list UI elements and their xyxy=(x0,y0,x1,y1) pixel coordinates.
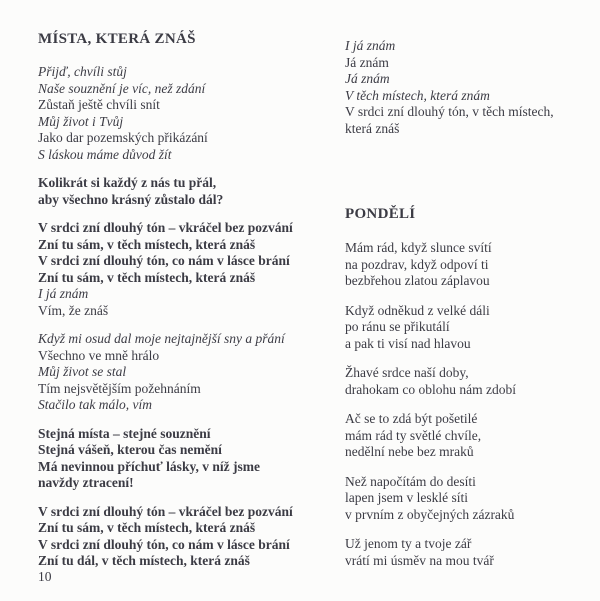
poem-title-mista-ktera-znas: MÍSTA, KTERÁ ZNÁŠ xyxy=(38,31,196,47)
poem-line: Zní tu sám, v těch místech, která znáš xyxy=(38,236,256,252)
poem-line: V srdci zní dlouhý tón, v těch místech, xyxy=(345,104,554,119)
poem-line: Stejná místa – stejné souznění xyxy=(38,425,211,441)
poem-line: Naše souznění je víc, než zdání xyxy=(38,80,206,96)
poem-line: I já znám xyxy=(345,38,396,53)
poem-title-pondeli: PONDĚLÍ xyxy=(345,206,416,222)
poem-line: Já znám xyxy=(345,54,389,70)
poem-line: Když odněkud z velké dáli xyxy=(345,302,490,318)
right-column xyxy=(345,38,595,582)
poem-line: Zní tu sám, v těch místech, která znáš xyxy=(38,520,256,535)
stanza xyxy=(38,64,338,163)
poem-line: po ránu se přikutálí xyxy=(345,319,450,334)
poem-line: a pak ti visí nad hlavou xyxy=(345,335,471,351)
poem-line: V těch místech, která znám xyxy=(345,87,490,103)
poem-line: Zní tu sám, v těch místech, která znáš xyxy=(38,269,256,285)
poem-line: V srdci zní dlouhý tón, co nám v lásce brání xyxy=(38,536,290,552)
stanza xyxy=(38,220,338,319)
stanza xyxy=(38,426,338,492)
poem-line: I já znám xyxy=(38,286,89,301)
poem-line: Než napočítám do desíti xyxy=(345,473,476,489)
stanza xyxy=(345,240,595,290)
poem-line: Když mi osud dal moje nejtajnější sny a přání xyxy=(38,331,285,346)
poem-line: Zůstaň ještě chvíli snít xyxy=(38,97,160,112)
poem-line: vrátí mi úsměv na mou tvář xyxy=(345,552,494,568)
poem-line: Kolikrát si každý z nás tu přál, xyxy=(38,175,217,190)
poem-line: Tím nejsvětějším požehnáním xyxy=(38,380,201,396)
poem-line: Má nevinnou příchuť lásky, v níž jsme xyxy=(38,458,260,474)
stanza xyxy=(345,411,595,461)
stanza xyxy=(345,303,595,353)
poem-line: Žhavé srdce naší doby, xyxy=(345,365,469,380)
stanza xyxy=(345,474,595,524)
poem-line: aby všechno krásný zůstalo dál? xyxy=(38,191,224,207)
stanza xyxy=(345,38,595,137)
poem-line: lapen jsem v lesklé síti xyxy=(345,490,468,505)
poem-line: V srdci zní dlouhý tón, co nám v lásce brání xyxy=(38,253,290,268)
left-column xyxy=(38,30,338,582)
poem-line: V srdci zní dlouhý tón – vkráčel bez pozvání xyxy=(38,503,293,519)
poem-line: Ač se to zdá být pošetilé xyxy=(345,411,478,426)
stanza xyxy=(345,365,595,398)
poem-line: v prvním z obyčejných zázraků xyxy=(345,506,515,522)
poem-line: bezbřehou zlatou záplavou xyxy=(345,273,490,288)
poem-line: V srdci zní dlouhý tón – vkráčel bez pozvání xyxy=(38,220,293,235)
poem-line: S láskou máme důvod žít xyxy=(38,146,172,162)
poem-line: Zní tu dál, v těch místech, která znáš xyxy=(38,553,250,568)
poem-line: drahokam co oblohu nám zdobí xyxy=(345,381,516,397)
poem-line: Mám rád, když slunce svítí xyxy=(345,240,492,255)
stanza xyxy=(38,504,338,570)
stanza xyxy=(38,331,338,414)
poem-line: Stačilo tak málo, vím xyxy=(38,397,152,412)
poem-line: Už jenom ty a tvoje zář xyxy=(345,536,472,551)
poem-line: Přijď, chvíli stůj xyxy=(38,64,127,79)
poem-line: na pozdrav, když odpoví ti xyxy=(345,256,489,272)
page-number: 10 xyxy=(38,569,52,584)
poem-line: Já znám xyxy=(345,71,390,86)
poem-line: Stejná vášeň, kterou čas nemění xyxy=(38,442,222,457)
poem-line: navždy ztracení! xyxy=(38,475,134,490)
poem-line: mám rád ty světlé chvíle, xyxy=(345,427,482,443)
poem-line: Všechno ve mně hrálo xyxy=(38,347,160,363)
stanza xyxy=(38,175,338,208)
poem-line: Jako dar pozemských přikázání xyxy=(38,130,208,145)
poem-line: nedělní nebe bez mraků xyxy=(345,444,474,459)
poem-line: Můj život i Tvůj xyxy=(38,113,124,129)
poem-line: Vím, že znáš xyxy=(38,302,109,318)
poem-line: Můj život se stal xyxy=(38,364,127,379)
stanza xyxy=(345,536,595,569)
poem-line: která znáš xyxy=(345,120,400,136)
